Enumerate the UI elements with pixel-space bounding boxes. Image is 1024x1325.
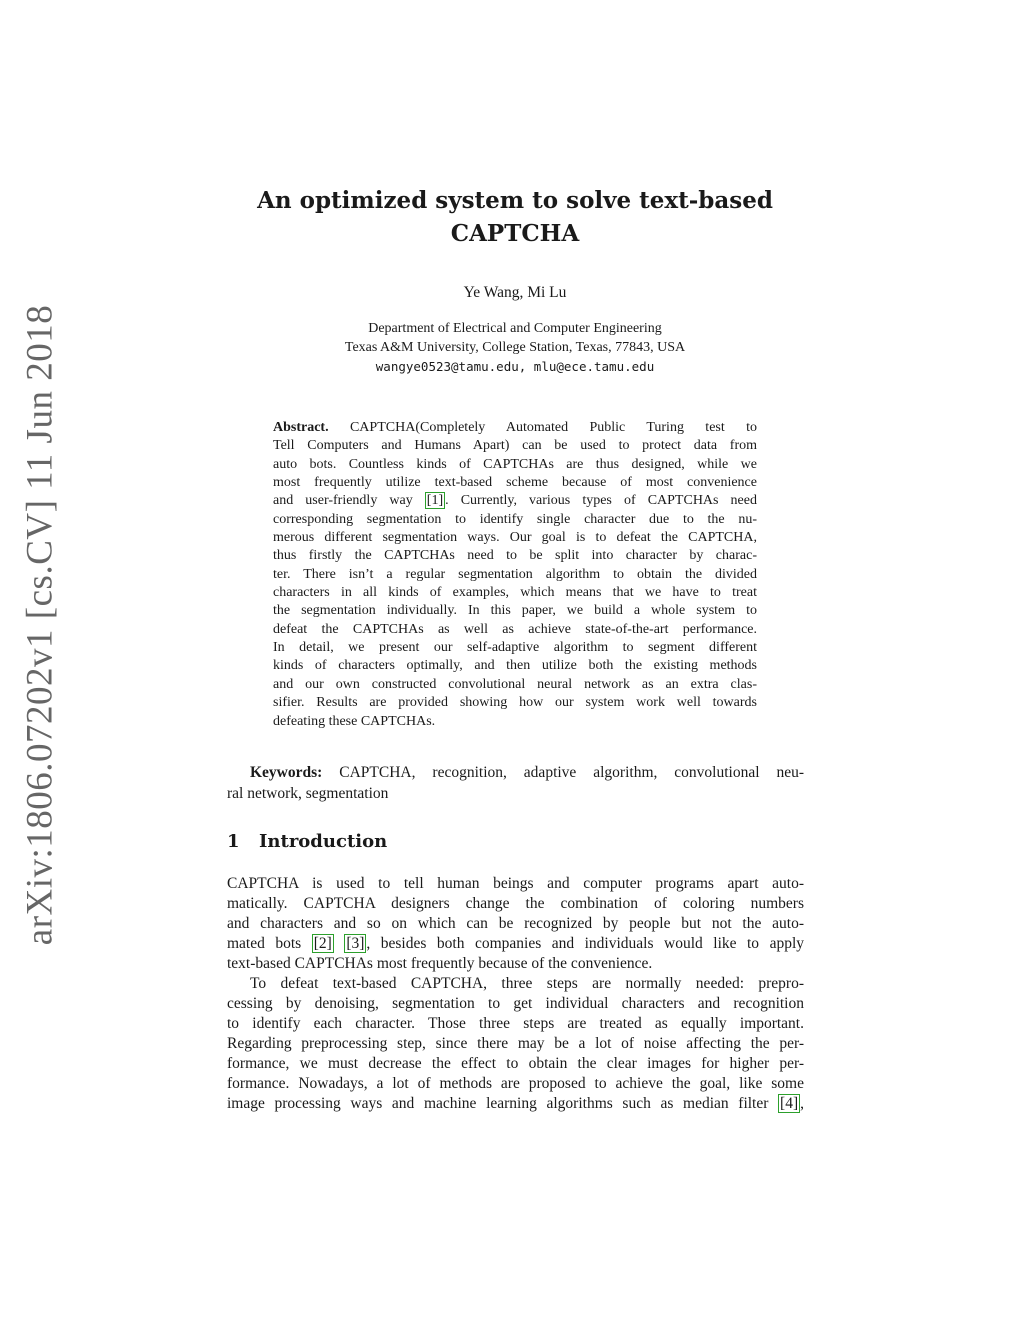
abstract-line: Abstract. CAPTCHA(Completely Automated Public Turing test to bbox=[273, 420, 757, 435]
abstract-line: In detail, we present our self-adaptive algorithm to segment different bbox=[273, 640, 757, 656]
abstract-line: thus firstly the CAPTCHAs need to be split into character by charac- bbox=[273, 548, 757, 564]
abstract bbox=[273, 419, 757, 731]
abstract-line: defeat the CAPTCHAs as well as achieve state-of-the-art performance. bbox=[273, 621, 757, 637]
abstract-line: and our own constructed convolutional neural network as an extra clas- bbox=[273, 676, 757, 692]
abstract-line: auto bots. Countless kinds of CAPTCHAs are thus designed, while we bbox=[273, 456, 757, 472]
paragraph-line: to identify each character. Those three steps are treated as equally important. bbox=[227, 1015, 804, 1032]
author-emails[interactable]: wangye0523@tamu.edu, mlu@ece.tamu.edu bbox=[375, 359, 655, 374]
abstract-line: and user-friendly way [1] . Currently, various types of CAPTCHAs need bbox=[273, 493, 757, 509]
paragraph-line: cessing by denoising, segmentation to get individual characters and recognition bbox=[227, 995, 804, 1012]
authors: Ye Wang, Mi Lu bbox=[463, 284, 567, 301]
abstract-line: Tell Computers and Humans Apart) can be used to protect data from bbox=[273, 438, 757, 454]
paragraph-line: mated bots [2] [3] , besides both companies and individuals would like to apply bbox=[227, 935, 804, 952]
keywords bbox=[227, 763, 804, 804]
abstract-line: defeating these CAPTCHAs. bbox=[273, 713, 436, 729]
paragraph-line: text-based CAPTCHAs most frequently because of the convenience. bbox=[227, 955, 653, 972]
paper-title bbox=[230, 184, 800, 250]
keywords-label: Keywords: bbox=[250, 764, 323, 781]
intro-paragraph bbox=[227, 874, 804, 974]
title-line: CAPTCHA bbox=[450, 220, 580, 247]
paragraph-line: CAPTCHA is used to tell human beings and computer programs apart auto- bbox=[227, 875, 804, 892]
citation-link[interactable]: [2] bbox=[313, 935, 332, 952]
arxiv-stamp bbox=[10, 300, 70, 950]
paragraph-line: image processing ways and machine learning algorithms such as median filter [4] , bbox=[227, 1095, 804, 1112]
abstract-line: sifier. Results are provided showing how our system work well towards bbox=[273, 695, 757, 711]
section-heading bbox=[227, 831, 387, 852]
abstract-line: merous different segmentation ways. Our goal is to defeat the CAPTCHA, bbox=[273, 530, 757, 546]
paragraph-line: matically. CAPTCHA designers change the combination of coloring numbers bbox=[227, 895, 804, 912]
paragraph-line: formance, we must decrease the effect to obtain the clear images for higher per- bbox=[227, 1055, 804, 1072]
intro-paragraph bbox=[227, 974, 804, 1114]
paragraph-line: formance. Nowadays, a lot of methods are proposed to achieve the goal, like some bbox=[227, 1075, 804, 1092]
keywords-line: Keywords: CAPTCHA, recognition, adaptive algorithm, convolutional neu- bbox=[250, 764, 805, 781]
abstract-line: kinds of characters optimally, and then utilize both the existing methods bbox=[273, 658, 757, 674]
citation-link[interactable]: [4] bbox=[780, 1095, 799, 1112]
abstract-line: corresponding segmentation to identify single character due to the nu- bbox=[273, 511, 757, 527]
abstract-line: the segmentation individually. In this paper, we build a whole system to bbox=[273, 603, 757, 619]
section-title: Introduction bbox=[259, 831, 388, 852]
paragraph-line: and characters and so on which can be recognized by people but not the auto- bbox=[227, 915, 804, 932]
affiliation-line: Department of Electrical and Computer Engineering bbox=[368, 321, 662, 336]
affiliation bbox=[230, 319, 800, 376]
arxiv-identifier: arXiv:1806.07202v1 [cs.CV] 11 Jun 2018 bbox=[19, 304, 61, 946]
affiliation-line: Texas A&M University, College Station, Texas, 77843, USA bbox=[344, 340, 686, 355]
abstract-line: most frequently utilize text-based scheme because of most convenience bbox=[273, 475, 757, 491]
abstract-line: ter. There isn’t a regular segmentation algorithm to obtain the divided bbox=[273, 566, 757, 582]
abstract-label: Abstract. bbox=[273, 420, 329, 435]
citation-link[interactable]: [3] bbox=[346, 935, 365, 952]
citation-link[interactable]: [1] bbox=[426, 493, 444, 509]
abstract-line: characters in all kinds of examples, which means that we have to treat bbox=[273, 585, 757, 601]
paragraph-line: Regarding preprocessing step, since there may be a lot of noise affecting the per- bbox=[227, 1035, 804, 1052]
paragraph-line: To defeat text-based CAPTCHA, three steps are normally needed: prepro- bbox=[250, 975, 804, 992]
section-number: 1 bbox=[227, 831, 240, 852]
title-line: An optimized system to solve text-based bbox=[257, 187, 773, 214]
keywords-line: ral network, segmentation bbox=[227, 784, 389, 802]
